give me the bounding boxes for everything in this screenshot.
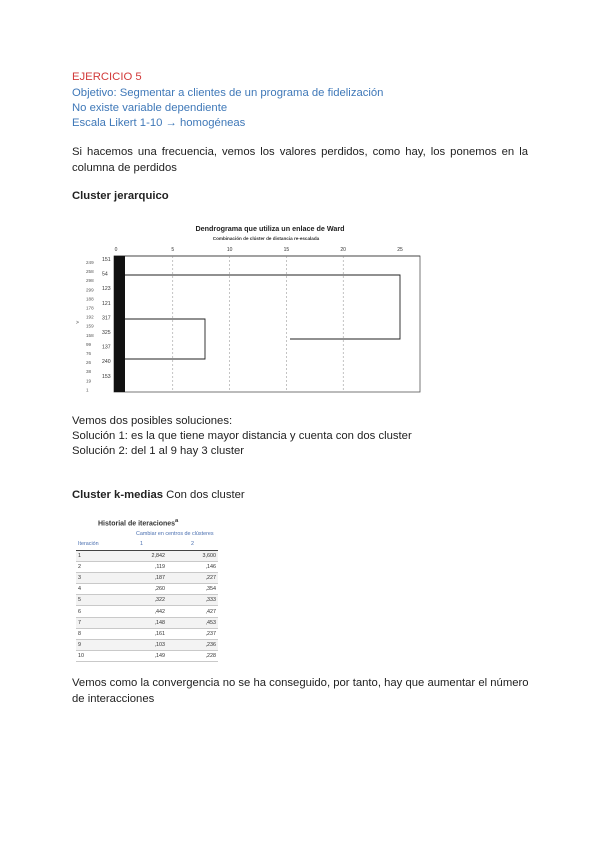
dendrogram-figure bbox=[72, 216, 424, 396]
dendrogram-subtitle: Combinación de clúster de distancia re-escalada bbox=[212, 236, 320, 241]
branch-label: 240 bbox=[102, 359, 111, 366]
branch-label: 121 bbox=[102, 300, 111, 307]
case-id-label: 299 bbox=[86, 287, 94, 293]
dendrogram-branch-labels bbox=[102, 257, 111, 380]
row-iteration: 2 bbox=[76, 561, 116, 572]
dendrogram-svg bbox=[72, 216, 424, 396]
row-value-cluster-1: ,260 bbox=[116, 584, 167, 595]
row-iteration: 5 bbox=[76, 595, 116, 606]
row-value-cluster-1: ,148 bbox=[116, 617, 167, 628]
col-cluster-2: 2 bbox=[167, 539, 218, 550]
row-iteration: 6 bbox=[76, 606, 116, 617]
axis-tick-label: 20 bbox=[340, 247, 346, 253]
row-value-cluster-1: ,103 bbox=[116, 640, 167, 651]
axis-tick-label: 25 bbox=[397, 247, 403, 253]
objective-text: Objetivo: Segmentar a clientes de un programa de fidelización bbox=[72, 87, 384, 99]
dendrogram-arrow-mark: > bbox=[76, 320, 79, 326]
table-row bbox=[76, 595, 218, 606]
row-value-cluster-2: ,427 bbox=[167, 606, 218, 617]
row-value-cluster-1: ,322 bbox=[116, 595, 167, 606]
row-value-cluster-2: ,453 bbox=[167, 617, 218, 628]
row-value-cluster-2: ,354 bbox=[167, 584, 218, 595]
exercise-title: EJERCICIO 5 bbox=[72, 71, 142, 83]
solutions-intro: Vemos dos posibles soluciones: bbox=[72, 415, 233, 427]
row-value-cluster-2: ,227 bbox=[167, 572, 218, 583]
solution-2: Solución 2: del 1 al 9 hay 3 cluster bbox=[72, 445, 245, 457]
branch-label: 54 bbox=[102, 271, 108, 278]
table-group-header: Cambiar en centros de clústeres bbox=[136, 531, 214, 538]
table-row bbox=[76, 572, 218, 583]
row-value-cluster-1: ,149 bbox=[116, 651, 167, 662]
case-id-label: 158 bbox=[86, 332, 94, 338]
case-id-label: 1 bbox=[86, 387, 89, 393]
row-iteration: 10 bbox=[76, 651, 116, 662]
dependent-variable-text: No existe variable dependiente bbox=[72, 102, 228, 114]
row-value-cluster-2: ,228 bbox=[167, 651, 218, 662]
branch-label: 137 bbox=[102, 344, 111, 351]
case-id-label: 188 bbox=[86, 296, 94, 302]
table-title: Historial de iteraciones$^a$ bbox=[98, 518, 179, 528]
kmeans-heading-rest: Con dos cluster bbox=[163, 489, 245, 501]
row-iteration: 9 bbox=[76, 640, 116, 651]
axis-tick-label: 5 bbox=[171, 247, 175, 253]
case-id-label: 159 bbox=[86, 323, 94, 329]
table-row bbox=[76, 584, 218, 595]
dendrogram-leaf-bar bbox=[114, 256, 125, 392]
row-iteration: 3 bbox=[76, 572, 116, 583]
table-row bbox=[76, 617, 218, 628]
row-value-cluster-2: ,333 bbox=[167, 595, 218, 606]
case-id-label: 76 bbox=[86, 351, 92, 356]
case-id-label: 19 bbox=[86, 378, 92, 384]
row-value-cluster-2: ,237 bbox=[167, 628, 218, 639]
case-id-label: 38 bbox=[86, 369, 92, 375]
case-id-label: 298 bbox=[86, 278, 94, 284]
dendrogram-case-ids bbox=[86, 260, 94, 392]
branch-label: 317 bbox=[102, 315, 111, 322]
case-id-label: 258 bbox=[86, 269, 94, 275]
kmeans-heading-bold: Cluster k-medias bbox=[72, 489, 164, 501]
intro-paragraph: Si hacemos una frecuencia, vemos los valores perdidos, como hay, los ponemos en la columna de perdidos bbox=[72, 146, 528, 174]
col-cluster-1: 1 bbox=[116, 539, 167, 550]
row-iteration: 8 bbox=[76, 628, 116, 639]
dendrogram-frame bbox=[114, 256, 420, 392]
row-iteration: 1 bbox=[76, 550, 116, 561]
table-row bbox=[76, 606, 218, 617]
table-row bbox=[76, 628, 218, 639]
conclusion-paragraph: Vemos como la convergencia no se ha conseguido, por tanto, hay que aumentar el número de interacciones bbox=[72, 677, 529, 705]
case-id-label: 249 bbox=[86, 260, 94, 265]
row-value-cluster-1: ,161 bbox=[116, 628, 167, 639]
branch-label: 151 bbox=[102, 257, 111, 263]
row-value-cluster-2: 3,600 bbox=[167, 550, 218, 561]
table-row bbox=[76, 640, 218, 651]
row-value-cluster-1: ,119 bbox=[116, 561, 167, 572]
row-value-cluster-1: ,187 bbox=[116, 572, 167, 583]
case-id-label: 178 bbox=[86, 305, 94, 311]
dendrogram-title: Dendrograma que utiliza un enlace de Ward bbox=[195, 224, 345, 233]
col-iteration: Iteración bbox=[76, 539, 116, 550]
row-value-cluster-2: ,236 bbox=[167, 640, 218, 651]
branch-label: 153 bbox=[102, 373, 111, 380]
case-id-label: 99 bbox=[86, 341, 92, 347]
table-row bbox=[76, 651, 218, 662]
section-kmeans-heading bbox=[72, 489, 245, 501]
axis-tick-label: 0 bbox=[114, 247, 118, 253]
section-hierarchical-heading: Cluster jerarquico bbox=[72, 190, 169, 202]
branch-label: 325 bbox=[102, 330, 111, 336]
case-id-label: 192 bbox=[86, 314, 94, 320]
row-value-cluster-1: 2,842 bbox=[116, 550, 167, 561]
row-iteration: 4 bbox=[76, 584, 116, 595]
axis-tick-label: 15 bbox=[283, 247, 290, 253]
branch-label: 123 bbox=[102, 286, 111, 293]
row-value-cluster-1: ,442 bbox=[116, 606, 167, 617]
row-value-cluster-2: ,146 bbox=[167, 561, 218, 572]
row-iteration: 7 bbox=[76, 617, 116, 628]
dendrogram-ticks bbox=[115, 247, 403, 253]
solution-1: Solución 1: es la que tiene mayor distancia y cuenta con dos cluster bbox=[72, 430, 412, 442]
scale-text: Escala Likert 1-10 → homogéneas bbox=[72, 117, 246, 129]
axis-tick-label: 10 bbox=[226, 247, 233, 253]
iteration-history-table bbox=[76, 518, 226, 662]
table-row bbox=[76, 561, 218, 572]
case-id-label: 26 bbox=[86, 360, 92, 366]
iteration-table-grid bbox=[76, 539, 218, 662]
table-row bbox=[76, 550, 218, 561]
